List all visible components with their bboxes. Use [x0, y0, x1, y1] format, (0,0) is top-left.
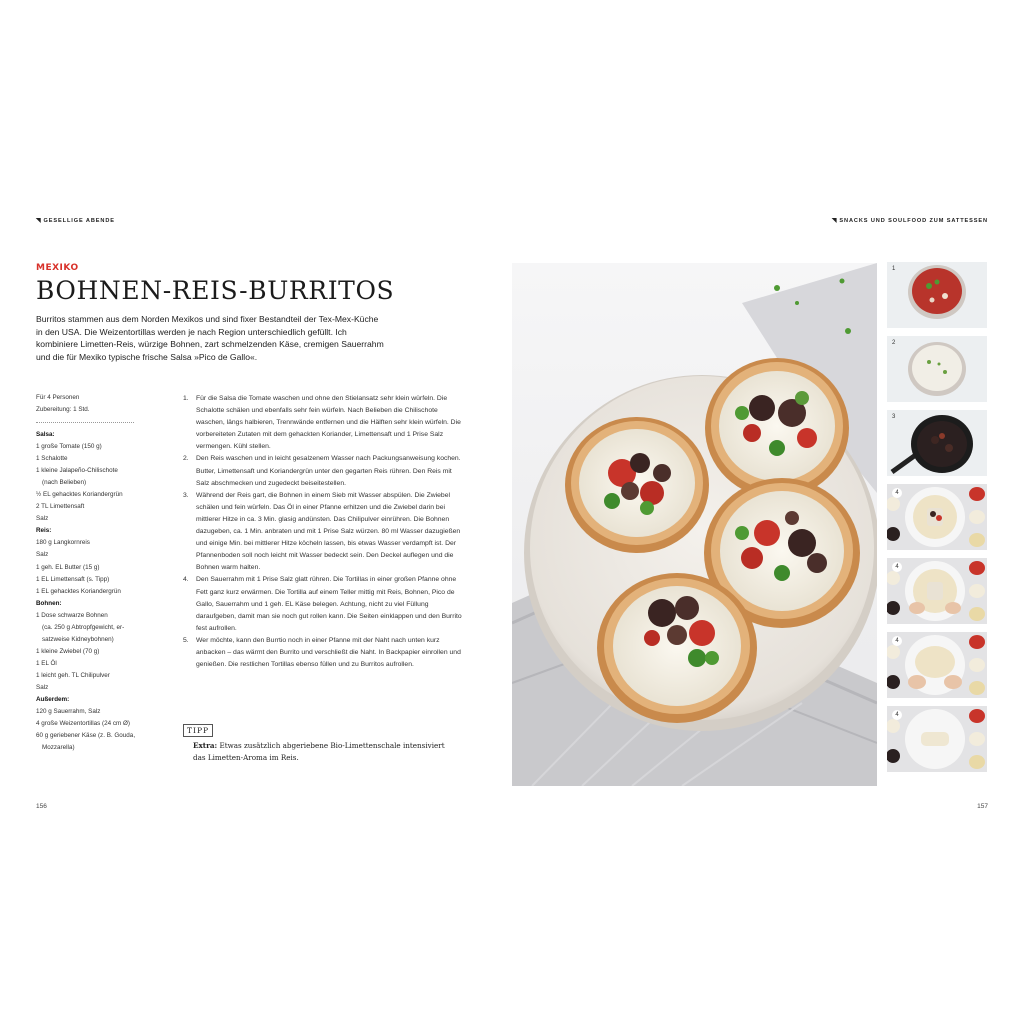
step-number: 2. [183, 455, 189, 463]
burrito-top-left [565, 417, 709, 553]
step-list [183, 393, 466, 671]
step-number: 1. [183, 395, 189, 402]
step-thumb-1 [887, 262, 987, 328]
recipe-intro: Burritos stammen aus dem Norden Mexikos und sind fixer Bestandteil der Tex-Mex-Küche in den USA. Die Weizentortillas werden je nach Region unterschiedlich gefüllt. Ich kombiniere Limetten-Reis, würzige Bohnen, zart schmelzenden Käse, cremigen Sauerrahm und die für Mexiko typische frische Salsa »Pico de Gallo«. [36, 314, 384, 362]
step-item [183, 393, 466, 453]
ingredient-item: 1 EL Limettensaft (s. Tipp) [36, 575, 110, 583]
burrito-bottom-left [597, 573, 757, 723]
ingredient-item: 1 kleine Jalapeño-Chilischote [36, 467, 118, 475]
step-thumb-2 [887, 336, 987, 402]
ingredient-item: 120 g Sauerrahm, Salz [36, 708, 101, 716]
step-thumb-4c [887, 632, 987, 698]
step-number: 4 [892, 710, 902, 720]
step-text: Wer möchte, kann den Burrtio noch in einer Pfanne mit der Naht nach unten kurz anbacken – das wärmt den Burrito und verschließt die Naht. In Backpapier einrollen und genießen. Die restlichen Tortillas ebenso füllen und zu Burritos aufrollen. [196, 636, 461, 669]
step-text: Für die Salsa die Tomate waschen und ohne den Stielansatz sehr klein würfeln. Die Schalotte schälen und ebenfalls sehr fein würfeln. Nach Belieben die Chilischote waschen, längs halbieren, Trennwände entfernen und die Hälften sehr klein würfeln. Die vorbereiteten Zutaten mit dem gehackten Koriander, Limettensaft und 1 Prise Salz vermengen. Kühl stellen. [196, 395, 461, 451]
step-item [183, 574, 466, 634]
step-thumb-3 [887, 410, 987, 476]
step-number: 3 [892, 414, 896, 420]
step-number: 4 [892, 562, 902, 572]
running-head-left: ◥ GESELLIGE ABENDE [36, 218, 115, 224]
burrito-illustration [512, 263, 877, 786]
step-number: 5. [183, 636, 189, 644]
ingredient-item: Mozzarella) [42, 744, 75, 752]
ingredient-item: 4 große Weizentortillas (24 cm Ø) [36, 720, 131, 728]
ingredient-heading: Bohnen: [36, 599, 62, 607]
running-head-right: ◥ SNACKS UND SOULFOOD ZUM SATTESSEN [831, 218, 988, 224]
step-thumb-4d [887, 706, 987, 772]
burrito-photo [512, 263, 877, 786]
ingredient-item: 1 leicht geh. TL Chilipulver [36, 671, 110, 679]
ingredient-item: 180 g Langkornreis [36, 539, 90, 547]
ingredient-item: 2 TL Limettensaft [36, 503, 85, 511]
recipe-kicker: MEXIKO [36, 263, 79, 273]
prep-time: Zubereitung: 1 Std. [36, 406, 90, 413]
ingredient-item: (nach Belieben) [42, 479, 87, 487]
step-item [183, 490, 466, 575]
step-text: Den Reis waschen und in leicht gesalzenem Wasser nach Packungsanweisung kochen. Butter, Limettensaft und Koriandergrün unter den gegarten Reis rühren. Den Reis mit Salz abschmecken und zugedeckt beiseitestellen. [196, 455, 461, 487]
ingredient-item: 1 EL Öl [36, 659, 57, 667]
step-number: 4. [183, 576, 189, 584]
burrito-top-right [705, 358, 849, 498]
ingredient-item: satzweise Kidneybohnen) [42, 635, 114, 643]
ingredient-item: Salz [36, 551, 49, 559]
step-number: 1 [892, 266, 896, 272]
step-number: 3. [183, 491, 189, 499]
page-number-right: 157 [977, 803, 988, 810]
ingredient-item: 60 g geriebener Käse (z. B. Gouda, [36, 732, 136, 740]
ingredient-item: 1 EL gehacktes Koriandergrün [36, 587, 121, 595]
step-number: 4 [892, 636, 902, 646]
ingredient-item: 1 Dose schwarze Bohnen [36, 611, 108, 619]
ingredient-item: Salz [36, 515, 49, 523]
tip-text: Extra: Etwas zusätzlich abgeriebene Bio-Limettenschale intensiviert das Limetten-Aroma im Reis. [193, 741, 445, 763]
ingredient-item: 1 geh. EL Butter (15 g) [36, 563, 100, 571]
step-thumb-4a [887, 484, 987, 550]
page-number-left: 156 [36, 803, 47, 810]
recipe-meta [36, 392, 136, 416]
step-thumb-4b [887, 558, 987, 624]
step-number: 4 [892, 488, 902, 498]
divider [36, 422, 134, 423]
section-marker-icon: ◥ [831, 218, 838, 224]
ingredient-item: 1 große Tomate (150 g) [36, 443, 102, 451]
ingredient-item: Salz [36, 683, 49, 691]
step-item [183, 635, 466, 671]
section-marker-icon: ◥ [36, 218, 42, 224]
step-text: Den Sauerrahm mit 1 Prise Salz glatt rühren. Die Tortillas in einer großen Pfanne ohne Fett ganz kurz erwärmen. Die Tortilla auf einem Teller mittig mit Reis, Bohnen, Pico de Gallo, Sauerrahm und 1 geh. EL Käse belegen. Achtung, nicht zu viel Füllung daraufgeben, damit man sie noch gut rollen kann. Die Seiten einklappen und den Burrito fest aufrollen. [196, 576, 462, 632]
recipe-title: BOHNEN-REIS-BURRITOS [36, 276, 395, 305]
tip-label: TIPP [183, 724, 213, 737]
ingredient-heading: Reis: [36, 527, 52, 535]
step-item [183, 453, 466, 489]
ingredient-heading: Außerdem: [36, 696, 70, 704]
ingredient-item: 1 Schalotte [36, 455, 68, 463]
ingredient-item: 1 kleine Zwiebel (70 g) [36, 647, 100, 655]
ingredient-item: (ca. 250 g Abtropfgewicht, er- [42, 623, 125, 631]
servings: Für 4 Personen [36, 394, 80, 401]
ingredient-list [36, 429, 161, 754]
step-text: Während der Reis gart, die Bohnen in einem Sieb mit Wasser abspülen. Die Zwiebel schälen und fein würfeln. Das Öl in einer Pfanne erhitzen und die Zwiebel darin bei mittlerer Hitze in ca. 3 Min. glasig andünsten. Das Chilipulver einrühren. Die Bohnen dazugeben, ca. 1 Min. anbraten und mit 1 Prise Salz würzen. 80 ml Wasser dazugießen und einige Min. bei mittlerer Hitze köcheln lassen, bis etwas Wasser verdampft ist. Der Pfannenboden soll noch leicht mit Wasser bedeckt sein. Den Deckel auflegen und die Bohnen warm halten. [196, 491, 461, 572]
ingredient-item: ½ EL gehacktes Koriandergrün [36, 491, 123, 499]
step-number: 2 [892, 340, 896, 346]
ingredient-heading: Salsa: [36, 431, 55, 438]
